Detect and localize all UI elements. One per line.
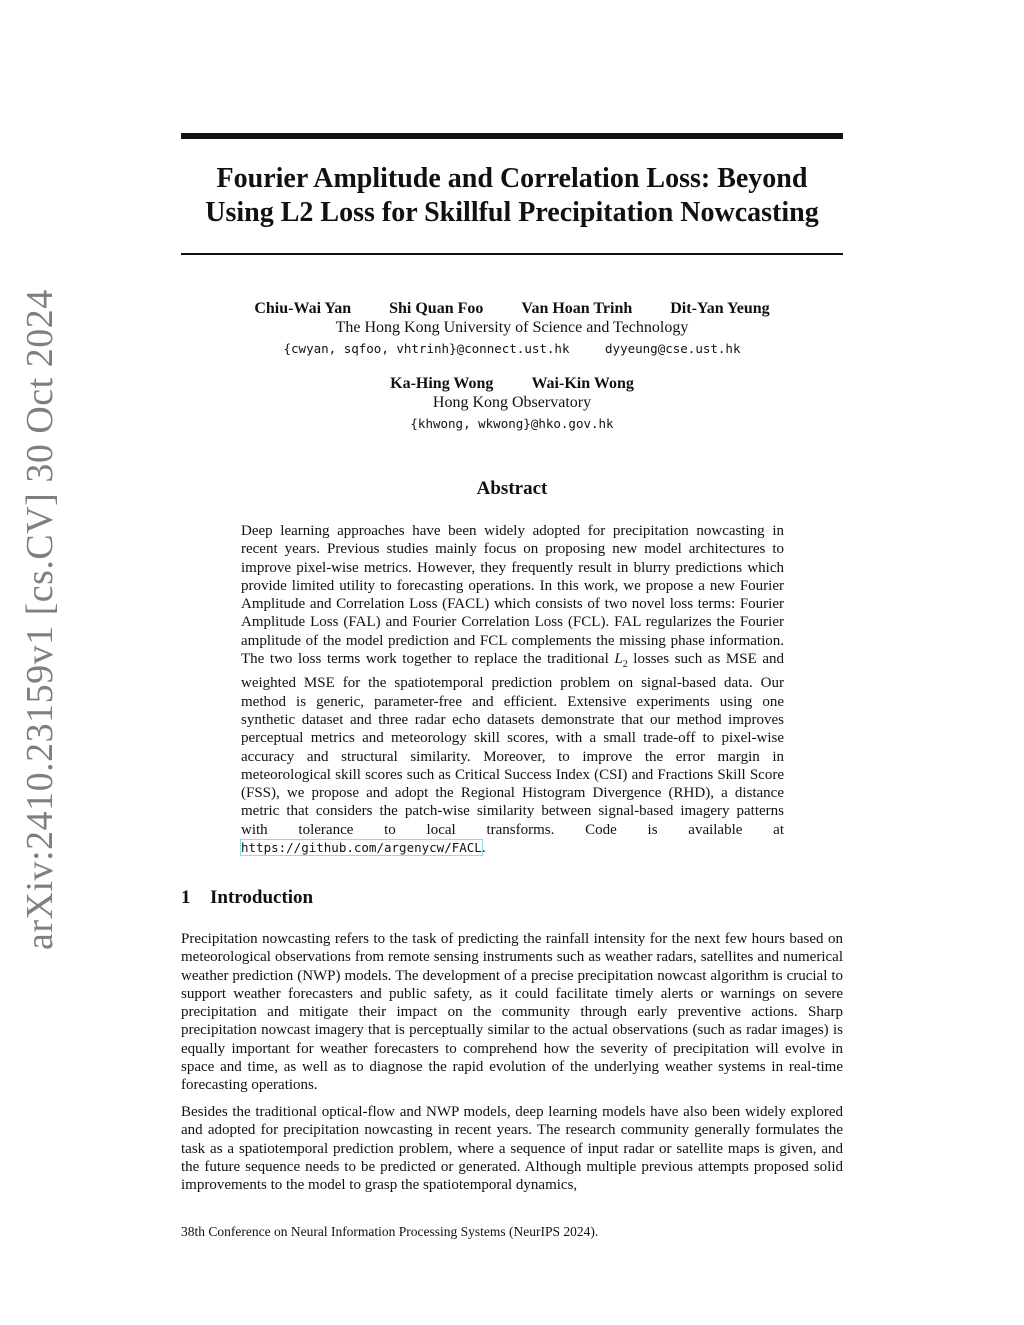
affiliation-1: The Hong Kong University of Science and Technology <box>335 319 689 336</box>
code-link[interactable]: https://github.com/argenycw/FACL <box>241 840 482 856</box>
author-name: Ka-Hing Wong <box>390 375 494 392</box>
emails-1 <box>181 341 843 356</box>
section-title: Introduction <box>210 887 314 908</box>
email: dyyeung@cse.ust.hk <box>605 341 741 356</box>
author-name: Shi Quan Foo <box>389 300 484 317</box>
author-list-2 <box>181 375 843 393</box>
emails-2 <box>181 416 843 431</box>
abstract-end: . <box>481 840 486 857</box>
math-subscript: 2 <box>622 659 628 671</box>
math-symbol: L <box>614 651 623 668</box>
author-name: Chiu-Wai Yan <box>254 300 352 317</box>
author-name: Van Hoan Trinh <box>521 300 633 317</box>
author-name: Dit-Yan Yeung <box>670 300 770 317</box>
conference-footnote: 38th Conference on Neural Information Processing Systems (NeurIPS 2024). <box>181 1224 599 1239</box>
abstract-body <box>241 522 784 857</box>
arxiv-side-stamp <box>10 289 70 950</box>
arxiv-id: arXiv:2410.23159v1 [cs.CV] 30 Oct 2024 <box>19 289 61 950</box>
affiliation-2: Hong Kong Observatory <box>432 394 592 411</box>
title-top-rule <box>181 133 843 139</box>
author-name: Wai-Kin Wong <box>531 375 634 392</box>
section-number: 1 <box>181 887 191 908</box>
paper-title: Fourier Amplitude and Correlation Loss: Beyond Using L2 Loss for Skillful Precipitation Nowcasting <box>205 163 819 228</box>
email: {khwong, wkwong}@hko.gov.hk <box>410 416 614 431</box>
intro-paragraph-2: Besides the traditional optical-flow and NWP models, deep learning models have also been widely explored and adopted for precipitation nowcasting in recent years. The research community generally formulates the task as a spatiotemporal prediction problem, where a sequence of input radar or satellite maps is given, and the future sequence needs to be predicted or generated. Although multiple previous attempts proposed solid improvements to the model to grasp the spatiotemporal dynamics, <box>181 1104 843 1194</box>
email: {cwyan, sqfoo, vhtrinh}@connect.ust.hk <box>283 341 570 356</box>
section-heading-introduction <box>181 887 313 909</box>
abstract-text-2: losses such as MSE and weighted MSE for the spatiotemporal prediction problem on signal-based data. Our method is generic, parameter-free and efficient. Extensive experiments using one synthetic dataset and three radar echo datasets demonstrate that our method improves perceptual metrics and meteorology skill scores, with a small trade-off to pixel-wise accuracy and structural similarity. Moreover, to improve the error margin in meteorological skill scores such as Critical Success Index (CSI) and Fractions Skill Score (FSS), we propose and adopt the Regional Histogram Divergence (RHD), a distance metric that considers the patch-wise similarity between signal-based imagery patterns with tolerance to local transforms. Code is available at <box>241 651 784 838</box>
title-bottom-rule <box>181 253 843 255</box>
abstract-text-1: Deep learning approaches have been widely adopted for precipitation nowcasting in recent years. Previous studies mainly focus on proposing new model architectures to improve pixel-wise metrics. However, they frequently result in blurry predictions which provide limited utility to forecasting operations. In this work, we propose a new Fourier Amplitude and Correlation Loss (FACL) which consists of two novel loss terms: Fourier Amplitude Loss (FAL) and Fourier Correlation Loss (FCL). FAL regularizes the Fourier amplitude of the model prediction and FCL complements the missing phase information. The two loss terms work together to replace the traditional <box>241 523 784 668</box>
author-list-1 <box>181 300 843 318</box>
abstract-heading: Abstract <box>476 478 548 499</box>
intro-paragraph-1: Precipitation nowcasting refers to the task of predicting the rainfall intensity for the next few hours based on meteorological observations from remote sensing instruments such as weather radars, satellites and numerical weather prediction (NWP) models. The development of a precise precipitation nowcast algorithm is crucial to support weather forecasters and public safety, as it could facilitate timely alerts or warnings on severe precipitation and mitigate their impact on the community through early preventive actions. Sharp precipitation nowcast imagery that is perceptually similar to the actual observations (such as radar images) is equally important for weather forecasters to comprehend how the severity of precipitation will evolve in space and time, as well as to diagnose the rapid evolution of the underlying weather systems in real-time forecasting operations. <box>181 931 843 1094</box>
